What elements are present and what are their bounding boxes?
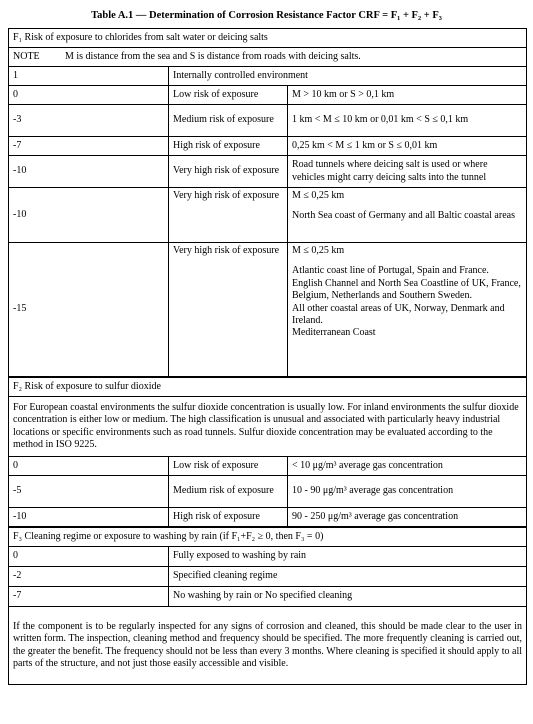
corrosion-resistance-table <box>8 28 527 685</box>
f3-value: -2 <box>9 567 169 587</box>
f2-value: 0 <box>9 457 169 476</box>
f1-value: 0 <box>9 86 169 105</box>
condition-distance: M ≤ 0,25 km <box>292 190 345 201</box>
f1-condition: Road tunnels where deicing salt is used or where vehicles might carry deicing salts into the tunnel <box>288 156 527 188</box>
f2-header-row <box>9 377 527 397</box>
f1-condition: M > 10 km or S > 0,1 km <box>288 86 527 105</box>
f2-header: F₂ Risk of exposure to sulfur dioxide <box>9 377 527 397</box>
f1-risk: Internally controlled environment <box>169 67 527 86</box>
condition-region: North Sea coast of Germany and all Baltic coastal areas <box>292 210 515 222</box>
f1-value: -10 <box>9 188 169 243</box>
table-caption: Table A.1 — Determination of Corrosion Resistance Factor CRF = F₁ + F₂ + F₃ <box>91 10 442 21</box>
f1-risk: Very high risk of exposure <box>169 156 288 188</box>
table-row <box>9 188 527 243</box>
table-row <box>9 137 527 156</box>
note-text: M is distance from the sea and S is distance from roads with deicing salts. <box>65 50 361 62</box>
condition-region: Mediterranean Coast <box>292 327 376 339</box>
f1-condition: 0,25 km < M ≤ 1 km or S ≤ 0,01 km <box>288 137 527 156</box>
f3-footer: If the component is to be regularly inspected for any signs of corrosion and cleaned, this should be made clear to the user in written form. The inspection, cleaning method and frequency should be specified. The more frequently cleaning is carried out, the greater the benefit. The frequency should not be less than every 3 months. Where cleaning is specified it should apply to all parts of the structure, and not just those easily accessible and visible. <box>9 607 527 685</box>
note-label: NOTE <box>13 50 40 62</box>
f1-value: -10 <box>9 156 169 188</box>
f1-risk: Very high risk of exposure <box>169 188 288 243</box>
f1-value: -15 <box>9 243 169 377</box>
f1-risk: Low risk of exposure <box>169 86 288 105</box>
f2-risk: High risk of exposure <box>169 508 288 527</box>
table-row <box>9 105 527 137</box>
f1-header: F₁ Risk of exposure to chlorides from salt water or deicing salts <box>9 29 527 48</box>
condition-region: Atlantic coast line of Portugal, Spain and France. <box>292 265 489 277</box>
f1-note <box>9 48 527 67</box>
f3-header-row <box>9 527 527 547</box>
condition-distance: M ≤ 0,25 km <box>292 245 345 256</box>
table-row <box>9 86 527 105</box>
f2-intro: For European coastal environments the sulfur dioxide concentration is usually low. For inland environments the sulfur dioxide concentration is either low or medium. The high classification is unusual and associated with particularly heavy industrial locations or specific environments such as road tunnels. Sulfur dioxide concentration may be evaluated according to the method in ISO 9225. <box>9 397 527 457</box>
f2-intro-row <box>9 397 527 457</box>
f3-header: F₃ Cleaning regime or exposure to washing by rain (if F₁+F₂ ≥ 0, then F₃ = 0) <box>9 527 527 547</box>
f1-risk: High risk of exposure <box>169 137 288 156</box>
table-row <box>9 67 527 86</box>
f3-value: 0 <box>9 547 169 567</box>
f1-condition <box>288 243 527 377</box>
f3-text: No washing by rain or No specified cleaning <box>169 587 527 607</box>
f1-risk: Very high risk of exposure <box>169 243 288 377</box>
spacer <box>292 202 522 210</box>
f1-risk: Medium risk of exposure <box>169 105 288 137</box>
f3-footer-row <box>9 607 527 685</box>
table-row <box>9 587 527 607</box>
condition-region: English Channel and North Sea Coastline of UK, France, Belgium, Netherlands and Southern Sweden. <box>292 277 521 302</box>
f1-condition <box>288 188 527 243</box>
f1-condition: 1 km < M ≤ 10 km or 0,01 km < S ≤ 0,1 km <box>288 105 527 137</box>
f2-condition: < 10 μg/m³ average gas concentration <box>288 457 527 476</box>
spacer <box>292 257 522 265</box>
f3-text: Fully exposed to washing by rain <box>169 547 527 567</box>
f3-text: Specified cleaning regime <box>169 567 527 587</box>
table-row <box>9 457 527 476</box>
f2-risk: Medium risk of exposure <box>169 476 288 508</box>
table-row <box>9 508 527 527</box>
f1-value: -3 <box>9 105 169 137</box>
f1-note-row <box>9 48 527 67</box>
table-row <box>9 476 527 508</box>
table-row <box>9 156 527 188</box>
f2-condition: 10 - 90 μg/m³ average gas concentration <box>288 476 527 508</box>
table-row <box>9 547 527 567</box>
f3-value: -7 <box>9 587 169 607</box>
f2-value: -5 <box>9 476 169 508</box>
f1-value: 1 <box>9 67 169 86</box>
f2-condition: 90 - 250 μg/m³ average gas concentration <box>288 508 527 527</box>
table-row <box>9 243 527 377</box>
f2-risk: Low risk of exposure <box>169 457 288 476</box>
f2-value: -10 <box>9 508 169 527</box>
table-row <box>9 567 527 587</box>
f1-value: -7 <box>9 137 169 156</box>
f1-header-row <box>9 29 527 48</box>
condition-region: All other coastal areas of UK, Norway, Denmark and Ireland. <box>292 302 505 327</box>
